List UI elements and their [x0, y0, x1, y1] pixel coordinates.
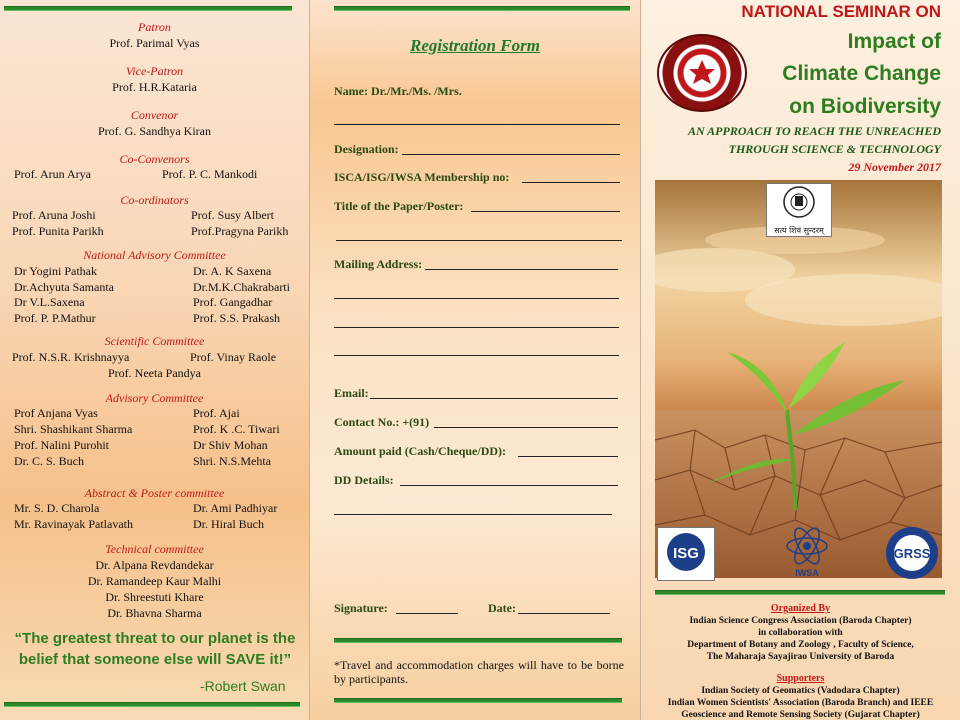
note-divider-bar	[334, 638, 622, 643]
quote-line: belief that someone else will SAVE it!”	[18, 651, 292, 668]
signature-label: Signature:	[334, 601, 388, 615]
abstract-poster-heading: Abstract & Poster committee	[84, 486, 225, 500]
national-advisory-name: Dr Yogini Pathak	[14, 264, 98, 278]
co-convenor-name: Prof. P. C. Mankodi	[162, 167, 258, 181]
coordinators-heading: Co-ordinators	[120, 193, 189, 207]
email-field[interactable]	[370, 398, 618, 399]
advisory-name: Prof. K .C. Tiwari	[193, 422, 280, 436]
advisory-name: Dr. C. S. Buch	[14, 454, 85, 468]
msu-baroda-logo	[766, 183, 832, 237]
patron-heading: Patron	[138, 20, 171, 34]
coordinator-name: Prof.Pragyna Parikh	[191, 224, 289, 238]
technical-name: Dr. Ramandeep Kaur Malhi	[87, 574, 222, 588]
dry-land-sprout-image	[655, 180, 942, 578]
subtitle-line: THROUGH SCIENCE & TECHNOLOGY	[728, 142, 941, 156]
coordinator-name: Prof. Susy Albert	[191, 208, 275, 222]
advisory-name: Prof. Ajai	[193, 406, 240, 420]
technical-name: Dr. Alpana Revdandekar	[95, 558, 214, 572]
amount-field[interactable]	[518, 456, 618, 457]
iwsa-logo-text: IWSA	[795, 568, 819, 578]
mailing-address-field-line2[interactable]	[334, 298, 619, 299]
national-advisory-name: Prof. S.S. Prakash	[193, 311, 281, 325]
national-advisory-heading: National Advisory Committee	[83, 248, 226, 262]
bottom-divider-bar	[4, 702, 300, 707]
scientific-name: Prof. Neeta Pandya	[108, 366, 201, 380]
registration-panel	[310, 0, 640, 720]
co-convenors-heading: Co-Convenors	[119, 152, 190, 166]
advisory-name: Shri. Shashikant Sharma	[14, 422, 133, 436]
quote-line: “The greatest threat to our planet is the	[14, 630, 296, 647]
organizer-line: in collaboration with	[758, 628, 843, 638]
title-line: on Biodiversity	[789, 95, 941, 118]
organized-by-heading: Organized By	[770, 603, 831, 614]
email-label: Email:	[334, 386, 369, 400]
national-advisory-name: Dr.Achyuta Samanta	[14, 280, 114, 294]
cover-panel	[641, 0, 960, 720]
abstract-poster-name: Dr. Ami Padhiyar	[193, 501, 278, 515]
supporter-line: Indian Women Scientists' Association (Baroda Branch) and IEEE	[667, 698, 934, 708]
advisory-name: Prof Anjana Vyas	[14, 406, 98, 420]
supporter-line: Geoscience and Remote Sensing Society (Gujarat Chapter)	[681, 710, 920, 720]
patron-name: Prof. Parimal Vyas	[109, 36, 200, 50]
organizer-line: Indian Science Congress Association (Baroda Chapter)	[689, 616, 912, 626]
paper-title-field[interactable]	[471, 211, 620, 212]
organizer-divider-bar	[655, 590, 945, 595]
isg-logo-text: ISG	[673, 545, 699, 562]
dd-details-label: DD Details:	[334, 473, 394, 487]
form-title: Registration Form	[410, 36, 540, 55]
amount-label: Amount paid (Cash/Cheque/DD):	[334, 444, 507, 458]
seminar-heading: NATIONAL SEMINAR ON	[741, 2, 941, 21]
isg-icon	[658, 528, 714, 580]
name-field[interactable]	[334, 124, 620, 125]
paper-title-field-line2[interactable]	[336, 240, 622, 241]
name-label: Name: Dr./Mr./Ms. /Mrs.	[334, 84, 462, 98]
title-line: Climate Change	[782, 62, 941, 85]
coordinator-name: Prof. Aruna Joshi	[12, 208, 96, 222]
national-advisory-name: Dr.M.K.Chakrabarti	[193, 280, 290, 294]
iwsa-logo	[781, 522, 833, 578]
supporters-heading: Supporters	[776, 673, 825, 684]
date-field[interactable]	[518, 613, 610, 614]
vice-patron-name: Prof. H.R.Kataria	[112, 80, 197, 94]
top-divider-bar	[334, 6, 630, 11]
technical-heading: Technical committee	[105, 542, 204, 556]
subtitle-line: AN APPROACH TO REACH THE UNREACHED	[687, 124, 941, 138]
mailing-address-label: Mailing Address:	[334, 257, 423, 271]
co-convenor-name: Prof. Arun Arya	[14, 167, 91, 181]
seminar-date: 29 November 2017	[848, 160, 941, 174]
convenor-name: Prof. G. Sandhya Kiran	[98, 124, 211, 138]
advisory-name: Shri. N.S.Mehta	[193, 454, 271, 468]
grss-icon	[883, 526, 941, 580]
grss-logo	[883, 526, 941, 580]
organizer-line: The Maharaja Sayajirao University of Baroda	[706, 652, 895, 662]
organizer-line: Department of Botany and Zoology , Faculty of Science,	[687, 640, 914, 650]
date-label: Date:	[488, 601, 516, 615]
coordinator-name: Prof. Punita Parikh	[12, 224, 104, 238]
supporter-line: Indian Society of Geomatics (Vadodara Chapter)	[701, 686, 900, 696]
university-crest-icon	[767, 184, 831, 220]
climate-change-photo	[655, 180, 942, 578]
scientific-name: Prof. Vinay Raole	[190, 350, 277, 364]
title-line: Impact of	[847, 30, 941, 53]
convenor-heading: Convenor	[130, 108, 179, 122]
designation-label: Designation:	[334, 142, 399, 156]
contact-field[interactable]	[434, 427, 618, 428]
bottom-divider-bar	[334, 698, 622, 703]
national-advisory-name: Prof. P. P.Mathur	[14, 311, 96, 325]
travel-note: *Travel and accommodation charges will have to be borne by participants.	[334, 658, 624, 686]
committee-panel	[0, 0, 309, 720]
membership-label: ISCA/ISG/IWSA Membership no:	[334, 170, 510, 184]
abstract-poster-name: Mr. S. D. Charola	[14, 501, 100, 515]
advisory-heading: Advisory Committee	[105, 391, 204, 405]
technical-name: Dr. Bhavna Sharma	[107, 606, 202, 620]
quote-author: -Robert Swan	[200, 678, 286, 694]
iwsa-icon	[781, 522, 833, 578]
technical-name: Dr. Shreestuti Khare	[105, 590, 204, 604]
mailing-address-field-line3[interactable]	[334, 327, 619, 328]
advisory-name: Dr Shiv Mohan	[193, 438, 268, 452]
mailing-address-field-line4[interactable]	[334, 355, 619, 356]
national-advisory-name: Dr. A. K Saxena	[193, 264, 272, 278]
dd-details-field[interactable]	[400, 485, 618, 486]
national-advisory-name: Dr V.L.Saxena	[14, 295, 85, 309]
designation-field[interactable]	[402, 154, 620, 155]
contact-label: Contact No.: +(91)	[334, 415, 430, 429]
scientific-name: Prof. N.S.R. Krishnayya	[12, 350, 130, 364]
abstract-poster-name: Mr. Ravinayak Patlavath	[14, 517, 133, 531]
signature-field[interactable]	[396, 613, 458, 614]
paper-title-label: Title of the Paper/Poster:	[334, 199, 464, 213]
scientific-heading: Scientific Committee	[104, 334, 205, 348]
advisory-name: Prof. Nalini Purohit	[14, 438, 109, 452]
abstract-poster-name: Dr. Hiral Buch	[193, 517, 264, 531]
dd-details-field-line2[interactable]	[334, 514, 612, 515]
national-advisory-name: Prof. Gangadhar	[193, 295, 273, 309]
vice-patron-heading: Vice-Patron	[125, 64, 184, 78]
isg-logo	[657, 527, 715, 581]
top-divider-bar	[4, 6, 292, 11]
membership-field[interactable]	[522, 182, 620, 183]
grss-logo-text: GRSS	[893, 546, 931, 561]
university-motto: सत्यं शिवं सुन्दरम्	[774, 226, 824, 235]
mailing-address-field[interactable]	[425, 269, 618, 270]
